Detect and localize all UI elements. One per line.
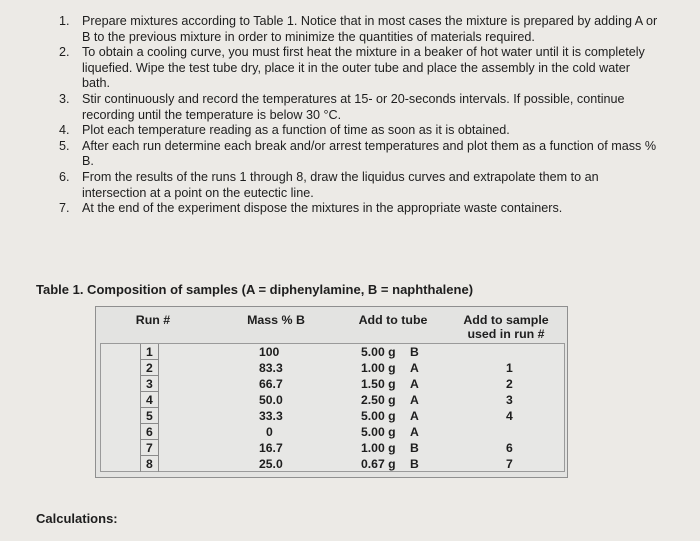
step-number: 3. bbox=[59, 91, 70, 106]
step-text: At the end of the experiment dispose the mixtures in the appropriate waste containers. bbox=[82, 201, 563, 216]
used-cell: 2 bbox=[506, 377, 513, 391]
component-cell: A bbox=[410, 393, 419, 407]
step-item bbox=[40, 45, 660, 92]
composition-table bbox=[95, 306, 568, 478]
component-cell: B bbox=[410, 345, 419, 359]
amount-cell: 2.50 g bbox=[361, 393, 396, 407]
used-cell: 3 bbox=[506, 393, 513, 407]
mass-cell: 100 bbox=[259, 345, 280, 359]
run-cell: 6 bbox=[146, 425, 153, 439]
component-cell: A bbox=[410, 425, 419, 439]
run-cell: 5 bbox=[146, 409, 153, 423]
run-cell: 3 bbox=[146, 377, 153, 391]
step-item bbox=[40, 170, 660, 201]
step-number: 5. bbox=[59, 138, 70, 153]
amount-cell: 5.00 g bbox=[361, 409, 396, 423]
step-text: From the results of the runs 1 through 8, draw the liquidus curves and extrapolate them to an intersection at a point on the eutectic line. bbox=[82, 169, 599, 200]
procedure-steps bbox=[40, 14, 660, 217]
step-item bbox=[40, 139, 660, 170]
amount-cell: 0.67 g bbox=[361, 457, 396, 471]
amount-cell: 1.50 g bbox=[361, 377, 396, 391]
amount-cell: 5.00 g bbox=[361, 425, 396, 439]
run-cell: 1 bbox=[146, 345, 153, 359]
mass-cell: 0 bbox=[266, 425, 273, 439]
mass-cell: 25.0 bbox=[259, 457, 283, 471]
table-title: Table 1. Composition of samples (A = diphenylamine, B = naphthalene) bbox=[36, 282, 474, 297]
header-add-to-sample: Add to sample used in run # bbox=[463, 313, 549, 341]
amount-cell: 1.00 g bbox=[361, 361, 396, 375]
component-cell: B bbox=[410, 457, 419, 471]
header-add-to-tube: Add to tube bbox=[358, 313, 428, 327]
header-mass: Mass % B bbox=[247, 313, 305, 327]
mass-cell: 16.7 bbox=[259, 441, 283, 455]
step-item bbox=[40, 123, 660, 139]
table-body bbox=[100, 343, 565, 472]
run-cell: 4 bbox=[146, 393, 153, 407]
mass-cell: 50.0 bbox=[259, 393, 283, 407]
component-cell: A bbox=[410, 409, 419, 423]
calculations-label: Calculations: bbox=[36, 511, 118, 526]
step-number: 4. bbox=[59, 123, 70, 138]
amount-cell: 1.00 g bbox=[361, 441, 396, 455]
step-text: Stir continuously and record the temperatures at 15- or 20-seconds intervals. If possible, continue recording until the temperature is below 30 °C. bbox=[82, 91, 625, 122]
run-cell: 7 bbox=[146, 441, 153, 455]
step-number: 6. bbox=[59, 169, 70, 184]
component-cell: B bbox=[410, 441, 419, 455]
mass-cell: 66.7 bbox=[259, 377, 283, 391]
used-cell: 4 bbox=[506, 409, 513, 423]
step-number: 1. bbox=[59, 14, 70, 28]
header-run: Run # bbox=[135, 313, 171, 327]
step-text: To obtain a cooling curve, you must first heat the mixture in a beaker of hot water until it is completely liquefied. Wipe the test tube dry, place it in the outer tube and place the assembly in the cold water bath. bbox=[82, 45, 645, 91]
step-text: Prepare mixtures according to Table 1. Notice that in most cases the mixture is prepared by adding A or B to the previous mixture in order to minimize the quantities of materials required. bbox=[82, 14, 658, 44]
step-item bbox=[40, 14, 660, 45]
mass-cell: 33.3 bbox=[259, 409, 283, 423]
step-text: After each run determine each break and/or arrest temperatures and plot them as a function of mass % B. bbox=[82, 138, 657, 169]
used-cell: 7 bbox=[506, 457, 513, 471]
run-cell: 8 bbox=[146, 457, 153, 471]
used-cell: 1 bbox=[506, 361, 513, 375]
step-item bbox=[40, 92, 660, 123]
component-cell: A bbox=[410, 361, 419, 375]
mass-cell: 83.3 bbox=[259, 361, 283, 375]
run-cell: 2 bbox=[146, 361, 153, 375]
step-number: 7. bbox=[59, 201, 70, 216]
used-cell: 6 bbox=[506, 441, 513, 455]
step-number: 2. bbox=[59, 45, 70, 60]
step-item bbox=[40, 201, 660, 217]
component-cell: A bbox=[410, 377, 419, 391]
amount-cell: 5.00 g bbox=[361, 345, 396, 359]
step-text: Plot each temperature reading as a function of time as soon as it is obtained. bbox=[82, 123, 510, 138]
